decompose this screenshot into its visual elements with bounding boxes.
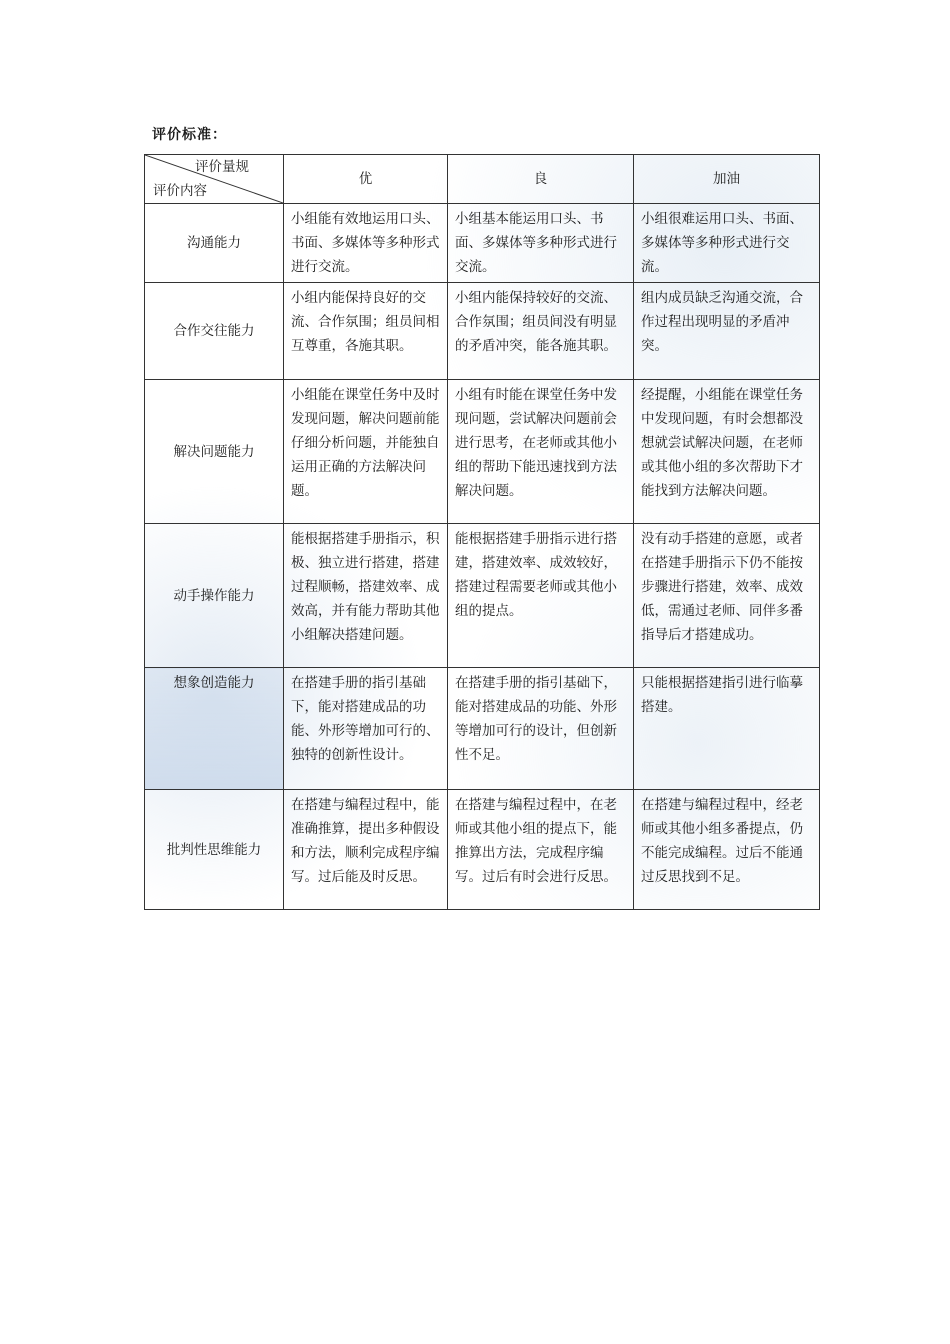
table-row xyxy=(145,283,820,380)
level-header-excellent: 优 xyxy=(284,155,448,204)
page-heading: 评价标准： xyxy=(152,127,227,143)
criteria-cell: 在搭建与编程过程中，在老师或其他小组的提点下，能推算出方法，完成程序编写。过后有时会进行反思。 xyxy=(448,790,634,910)
criteria-cell: 小组有时能在课堂任务中发现问题，尝试解决问题前会进行思考，在老师或其他小组的帮助下能迅速找到方法解决问题。 xyxy=(448,380,634,524)
table-row xyxy=(145,790,820,910)
corner-top-label: 评价量规 xyxy=(195,159,249,175)
corner-header-cell xyxy=(145,155,284,204)
criteria-cell: 在搭建手册的指引基础下，能对搭建成品的功能、外形等增加可行的设计，但创新性不足。 xyxy=(448,668,634,790)
criteria-cell: 能根据搭建手册指示，积极、独立进行搭建，搭建过程顺畅，搭建效率、成效高，并有能力帮助其他小组解决搭建问题。 xyxy=(284,524,448,668)
criteria-cell: 小组基本能运用口头、书面、多媒体等多种形式进行交流。 xyxy=(448,204,634,283)
criteria-cell: 小组能有效地运用口头、书面、多媒体等多种形式进行交流。 xyxy=(284,204,448,283)
dimension-cell: 合作交往能力 xyxy=(145,283,284,380)
criteria-cell: 组内成员缺乏沟通交流，合作过程出现明显的矛盾冲突。 xyxy=(634,283,820,380)
criteria-cell: 小组很难运用口头、书面、多媒体等多种形式进行交流。 xyxy=(634,204,820,283)
header-row xyxy=(145,155,820,204)
criteria-cell: 只能根据搭建指引进行临摹搭建。 xyxy=(634,668,820,790)
table-row xyxy=(145,524,820,668)
criteria-cell: 小组内能保持较好的交流、合作氛围；组员间没有明显的矛盾冲突，能各施其职。 xyxy=(448,283,634,380)
table-row xyxy=(145,668,820,790)
criteria-cell: 小组能在课堂任务中及时发现问题，解决问题前能仔细分析问题，并能独自运用正确的方法解决问题。 xyxy=(284,380,448,524)
dimension-cell: 批判性思维能力 xyxy=(145,790,284,910)
table-row xyxy=(145,204,820,283)
table-row xyxy=(145,380,820,524)
criteria-cell: 能根据搭建手册指示进行搭建，搭建效率、成效较好，搭建过程需要老师或其他小组的提点。 xyxy=(448,524,634,668)
criteria-cell: 经提醒，小组能在课堂任务中发现问题，有时会想都没想就尝试解决问题，在老师或其他小组的多次帮助下才能找到方法解决问题。 xyxy=(634,380,820,524)
evaluation-rubric-table xyxy=(144,154,820,910)
criteria-cell: 在搭建与编程过程中，经老师或其他小组多番提点，仍不能完成编程。过后不能通过反思找到不足。 xyxy=(634,790,820,910)
criteria-cell: 在搭建手册的指引基础下，能对搭建成品的功能、外形等增加可行的、独特的创新性设计。 xyxy=(284,668,448,790)
dimension-cell: 沟通能力 xyxy=(145,204,284,283)
criteria-cell: 没有动手搭建的意愿，或者在搭建手册指示下仍不能按步骤进行搭建，效率、成效低，需通过老师、同伴多番指导后才搭建成功。 xyxy=(634,524,820,668)
dimension-cell: 动手操作能力 xyxy=(145,524,284,668)
criteria-cell: 小组内能保持良好的交流、合作氛围；组员间相互尊重，各施其职。 xyxy=(284,283,448,380)
level-header-good: 良 xyxy=(448,155,634,204)
corner-bottom-label: 评价内容 xyxy=(153,183,207,199)
dimension-cell: 想象创造能力 xyxy=(145,668,284,790)
criteria-cell: 在搭建与编程过程中，能准确推算，提出多种假设和方法，顺利完成程序编写。过后能及时反思。 xyxy=(284,790,448,910)
dimension-cell: 解决问题能力 xyxy=(145,380,284,524)
level-header-keep-trying: 加油 xyxy=(634,155,820,204)
